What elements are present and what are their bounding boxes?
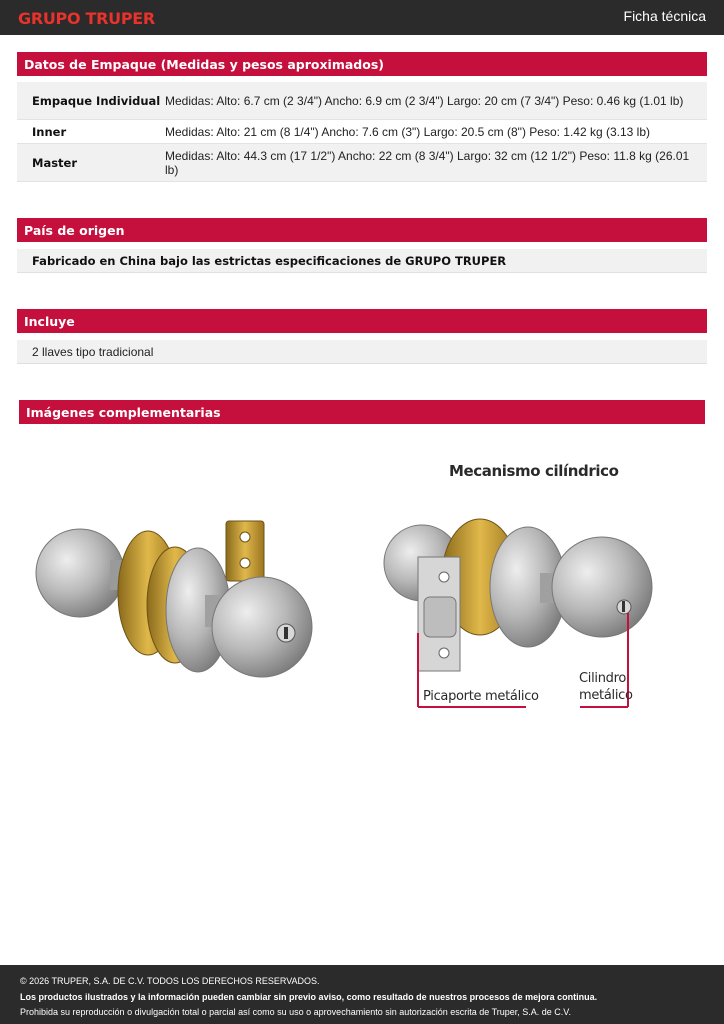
brand-logo: GRUPO TRUPER bbox=[18, 9, 155, 28]
footer bbox=[0, 965, 724, 1024]
images-section-header: Imágenes complementarias bbox=[19, 400, 705, 424]
row-label: Master bbox=[32, 155, 78, 170]
row-label: Inner bbox=[32, 124, 67, 139]
prohibition-text: Prohibida su reproducción o divulgación total o parcial así como su uso o aprovechamiento sin autorización escrita de Truper, S.A. de C.V. bbox=[20, 1007, 571, 1017]
row-value: Medidas: Alto: 21 cm (8 1/4") Ancho: 7.6 cm (3") Largo: 20.5 cm (8") Peso: 1.42 kg (3.13 lb) bbox=[165, 124, 651, 139]
packaging-section-header: Datos de Empaque (Medidas y pesos aproximados) bbox=[17, 52, 707, 76]
includes-section-header: Incluye bbox=[17, 309, 707, 333]
packaging-table bbox=[17, 82, 707, 182]
copyright-text: © 2026 TRUPER, S.A. DE C.V. TODOS LOS DERECHOS RESERVADOS. bbox=[20, 976, 320, 986]
mechanism-title: Mecanismo cilíndrico bbox=[449, 462, 619, 480]
table-row bbox=[17, 82, 707, 120]
document-type: Ficha técnica bbox=[623, 8, 706, 24]
origin-text: Fabricado en China bajo las estrictas especificaciones de GRUPO TRUPER bbox=[17, 249, 707, 273]
table-row bbox=[17, 144, 707, 182]
disclaimer-text: Los productos ilustrados y la información pueden cambiar sin previo aviso, como resultado de nuestros procesos de mejora continua. bbox=[20, 991, 598, 1002]
top-bar bbox=[0, 0, 724, 35]
origin-section-header: País de origen bbox=[17, 218, 707, 242]
row-value: Medidas: Alto: 44.3 cm (17 1/2") Ancho: 22 cm (8 3/4") Largo: 32 cm (12 1/2") Peso: 11.8 kg (26.01 lb) bbox=[165, 148, 690, 177]
table-row bbox=[17, 120, 707, 144]
cylinder-callout-line1: Cilindro bbox=[579, 671, 627, 686]
door-knob-image bbox=[30, 515, 320, 690]
latch-callout: Picaporte metálico bbox=[423, 689, 539, 704]
includes-text: 2 llaves tipo tradicional bbox=[17, 340, 707, 364]
row-value: Medidas: Alto: 6.7 cm (2 3/4") Ancho: 6.9 cm (2 3/4") Largo: 20 cm (7 3/4") Peso: 0.46 kg (1.01 lb) bbox=[165, 93, 684, 108]
row-label: Empaque Individual bbox=[32, 93, 161, 108]
cylinder-callout-line2: metálico bbox=[579, 688, 633, 703]
